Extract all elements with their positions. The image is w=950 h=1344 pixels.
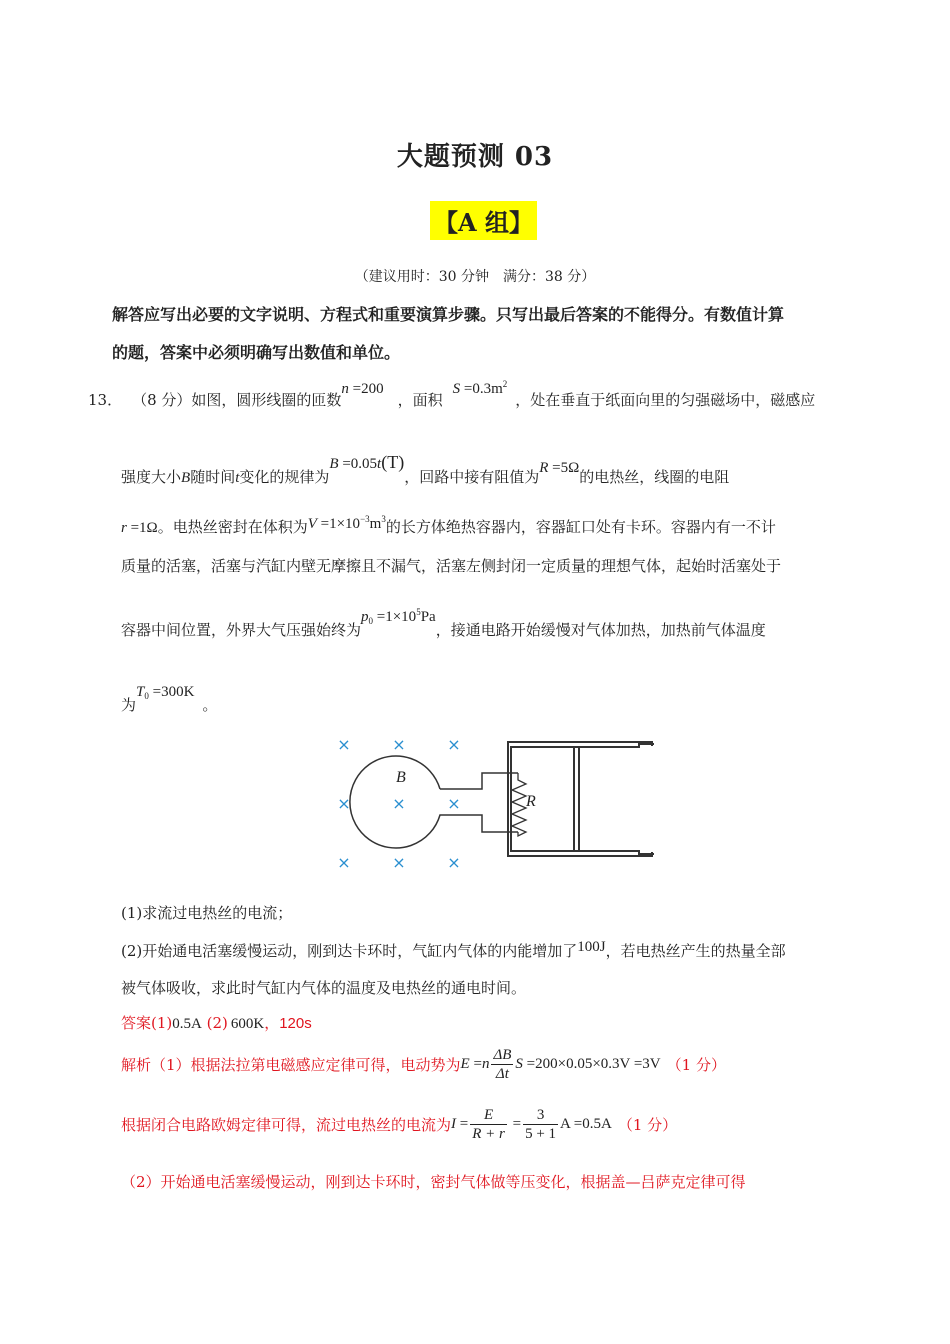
problem-line-4: 质量的活塞，活塞与汽缸内壁无摩擦且不漏气，活塞左侧封闭一定质量的理想气体，起始时活塞处于 bbox=[121, 557, 782, 575]
piston bbox=[574, 747, 579, 851]
problem-line-3: r =1Ω。电热丝密封在体积为$V =1\times 10^{-3}m^3$的长方体绝热容器内，容器缸口处有卡环。容器内有一不计 bbox=[121, 514, 776, 536]
heater-resistor bbox=[512, 773, 526, 836]
problem-number: 13． bbox=[88, 391, 123, 409]
analysis-line-3: （2）开始通电活塞缓慢运动，刚到达卡环时，密封气体做等压变化，根据盖—吕萨克定律可得 bbox=[121, 1173, 746, 1191]
group-label: 【A 组】 bbox=[430, 201, 537, 240]
page-title: 大题预测 03 bbox=[396, 142, 554, 172]
analysis-line-2: 根据闭合电路欧姆定律可得，流过电热丝的电流为I = $\frac{E}{R + r}$ = $\frac{3}{5 + 1}$ A =0.5A （1 分） bbox=[121, 1107, 678, 1142]
field-cross: × bbox=[337, 735, 351, 754]
label-B: B bbox=[396, 769, 406, 786]
answer-line: 答案(1)0.5A (2) 600K，120s bbox=[121, 1014, 312, 1032]
field-cross: × bbox=[392, 853, 406, 870]
circuit-diagram bbox=[330, 730, 660, 870]
question-1: (1)求流过电热丝的电流； bbox=[121, 904, 293, 922]
field-cross: × bbox=[337, 794, 351, 813]
problem-line-6: 为$T_0 =300K$。 bbox=[121, 684, 218, 714]
field-cross: × bbox=[337, 853, 351, 870]
field-cross: × bbox=[447, 853, 461, 870]
instruction-line-1: 解答应写出必要的文字说明、方程式和重要演算步骤。只写出最后答案的不能得分。有数值计算 bbox=[112, 305, 785, 324]
field-cross: × bbox=[447, 735, 461, 754]
time-score-info: （建议用时：30 分钟 满分：38 分） bbox=[354, 269, 596, 285]
coil-loop bbox=[350, 756, 518, 848]
problem-line-2: 强度大小B随时间t变化的规律为B =0.05t(T)，回路中接有阻值为R =5Ω的电热丝，线圈的电阻 bbox=[121, 452, 730, 486]
instruction-line-2: 的题，答案中必须明确写出数值和单位。 bbox=[112, 343, 401, 362]
field-cross: × bbox=[447, 794, 461, 813]
question-2-cont: 被气体吸收，求此时气缸内气体的温度及电热丝的通电时间。 bbox=[121, 979, 527, 997]
field-cross: × bbox=[392, 735, 406, 754]
analysis-line-1: 解析（1）根据法拉第电磁感应定律可得，电动势为E =n $\frac{\Delta B}{\Delta t}$ S =200×0.05×0.3V =3V （1 分） bbox=[121, 1047, 726, 1082]
field-cross: × bbox=[392, 794, 406, 813]
problem-line-5: 容器中间位置，外界大气压强始终为$p_0 =1\times 10^5Pa$，接通电路开始缓慢对气体加热，加热前气体温度 bbox=[121, 607, 766, 639]
label-R: R bbox=[526, 793, 536, 810]
question-2: (2)开始通电活塞缓慢运动，刚到达卡环时，气缸内气体的内能增加了100J，若电热丝产生的热量全部 bbox=[121, 939, 786, 960]
problem-line-1: 13． （8 分）如图，圆形线圈的匝数n =200，面积$S =0.3m^2$，处在垂直于纸面向里的匀强磁场中，磁感应 bbox=[88, 379, 816, 409]
